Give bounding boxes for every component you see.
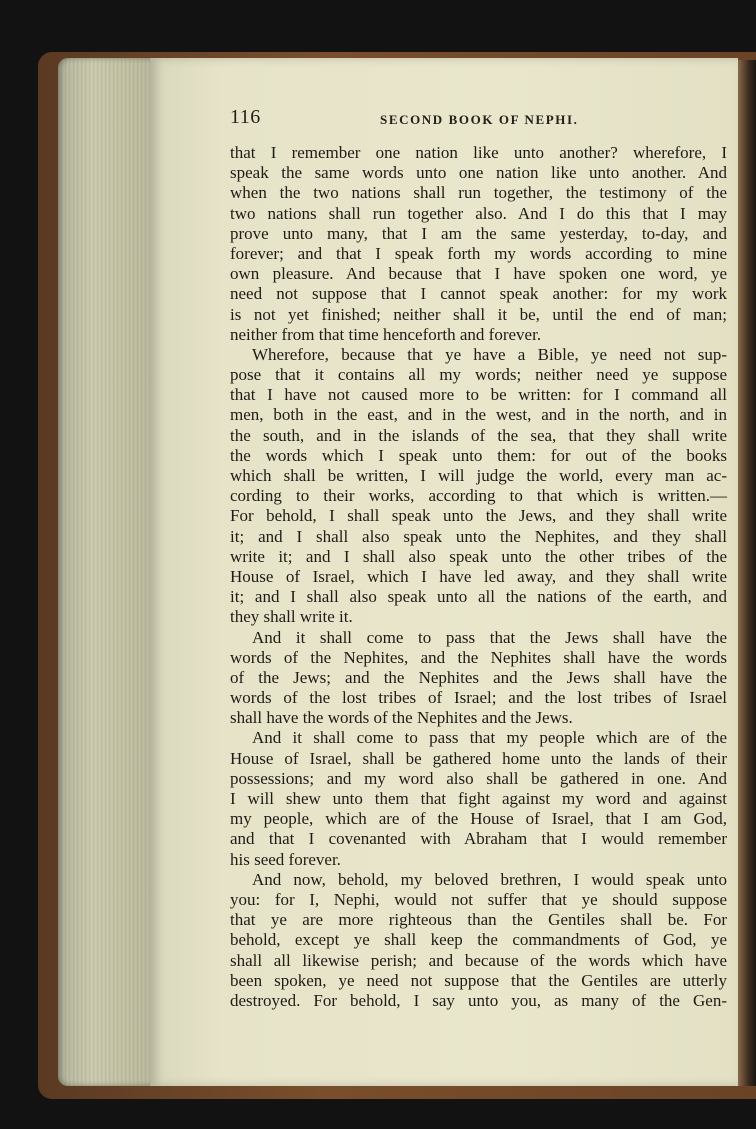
text-line: words of the lost tribes of Israel; and the lost tribes of Israel [230,688,727,708]
text-line: forever; and that I speak forth my words according to mine [230,243,727,263]
text-line: two nations shall run together also. And I do this that I may [230,203,727,223]
text-line: that I have not caused more to be written: for I command all [230,385,727,405]
text-line: words of the Nephites, and the Nephites shall have the words [230,647,727,667]
text-line: Wherefore, because that ye have a Bible, ye need not sup- [252,344,727,364]
text-line: And it shall come to pass that the Jews shall have the [252,627,727,647]
text-line: behold, except ye shall keep the commandments of God, ye [230,930,727,950]
text-line: it; and I shall also speak unto the Nephites, and they shall [230,526,727,546]
text-line: shall all likewise perish; and because of the words which have [230,950,727,970]
text-line: is not yet finished; neither shall it be, until the end of man; [230,304,727,324]
page-edges [58,58,156,1086]
gutter-shadow [738,60,756,1086]
text-line: destroyed. For behold, I say unto you, as many of the Gen- [230,990,727,1010]
text-line: own pleasure. And because that I have spoken one word, ye [230,264,727,284]
text-line: possessions; and my word also shall be gathered in one. And [230,768,727,788]
text-line: that I remember one nation like unto another? wherefore, I [230,143,727,162]
text-line: they shall write it. [230,607,353,627]
text-line: of the Jews; and the Nephites and the Jews shall have the [230,667,727,687]
text-line: And it shall come to pass that my people which are of the [252,728,727,748]
page-number: 116 [230,106,261,128]
running-head: SECOND BOOK OF NEPHI. [380,112,579,127]
text-line: prove unto many, that I am the same yesterday, to-day, and [230,223,727,243]
text-line: neither from that time henceforth and forever. [230,324,542,344]
text-line: my people, which are of the House of Israel, that I am God, [230,809,727,829]
text-line: cording to their works, according to that which is written.— [230,486,727,506]
text-line: need not suppose that I cannot speak another: for my work [230,284,727,304]
text-line: the south, and in the islands of the sea, that they shall write [230,425,727,445]
text-line: I will shew unto them that fight against my word and against [230,789,727,808]
text-line: his seed forever. [230,849,341,869]
text-line: the words which I speak unto them: for out of the books [230,445,727,465]
text-line: House of Israel, which I have led away, and they shall write [230,566,727,586]
text-line: write it; and I shall also speak unto the other tribes of the [230,546,727,566]
text-line: House of Israel, shall be gathered home unto the lands of their [230,748,727,768]
body-text [230,143,727,1011]
text-line: And now, behold, my beloved brethren, I would speak unto [252,869,727,889]
text-line: pose that it contains all my words; neither need ye suppose [230,365,727,385]
text-line: which shall be written, I will judge the world, every man ac- [230,466,727,485]
text-line: you: for I, Nephi, would not suffer that ye should suppose [230,889,727,909]
text-line: speak the same words unto one nation like unto another. And [230,163,727,183]
text-line: when the two nations shall run together, the testimony of the [230,183,727,203]
text-line: For behold, I shall speak unto the Jews, and they shall write [230,506,727,526]
text-line: men, both in the east, and in the west, and in the north, and in [230,405,727,425]
text-line: shall have the words of the Nephites and the Jews. [230,708,573,728]
text-line: and that I covenanted with Abraham that I would remember [230,829,727,849]
text-line: it; and I shall also speak unto all the nations of the earth, and [230,587,727,607]
text-line: been spoken, ye need not suppose that the Gentiles are utterly [230,970,727,990]
page-header [230,106,730,134]
text-line: that ye are more righteous than the Gentiles shall be. For [230,910,727,930]
